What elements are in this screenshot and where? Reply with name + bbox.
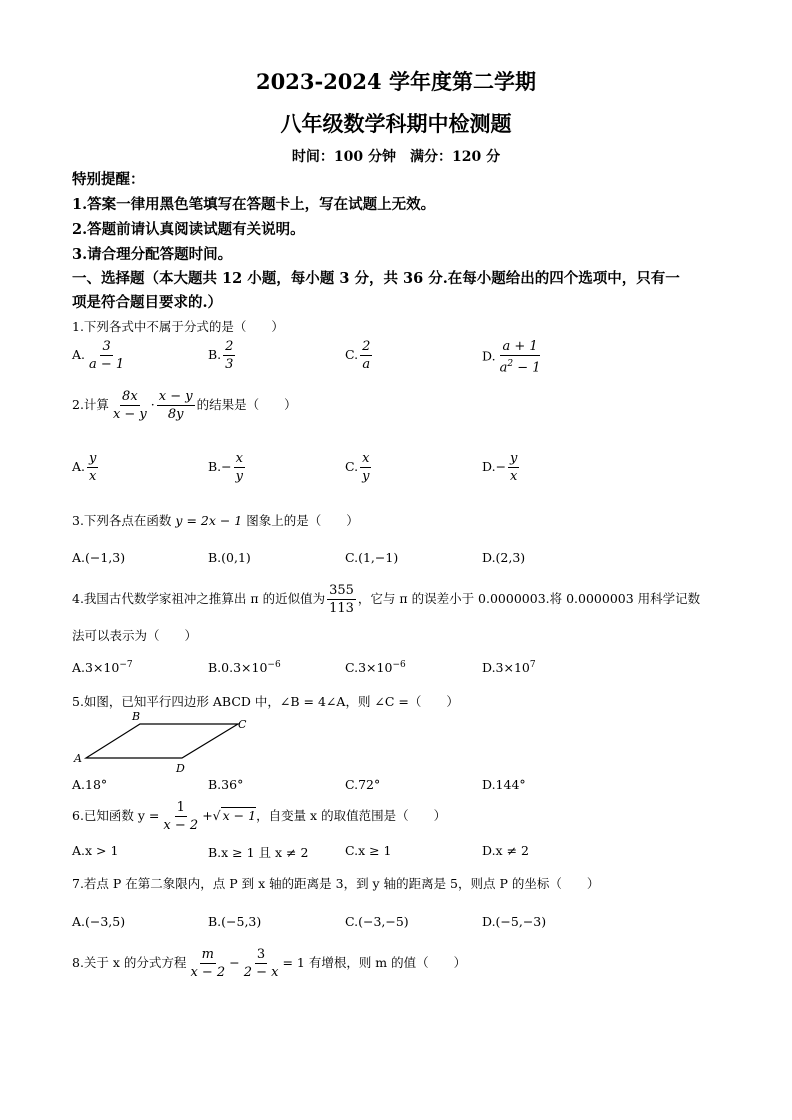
- q6-option-d[interactable]: D.x ≠ 2: [482, 843, 529, 858]
- question-7-stem: 7.若点 P 在第二象限内，点 P 到 x 轴的距离是 3，到 y 轴的距离是 5，则点 P 的坐标（ ）: [72, 876, 600, 891]
- q4-option-c[interactable]: $C.3\times 10^{-6}$: [345, 660, 406, 676]
- q2-option-a[interactable]: A. $\frac{y}{x}$: [72, 451, 97, 484]
- notice-heading: 特别提醒：: [72, 171, 145, 188]
- question-6-stem: 6.已知函数 y = $\frac{1}{x - 2}$ +√ x − 1，自变量 x 的取值范围是（ ）: [72, 800, 447, 833]
- q7-option-c[interactable]: C.(−3,−5): [345, 914, 409, 929]
- exam-title: 2023-2024 学年度第二学期: [256, 69, 536, 94]
- q6-option-c[interactable]: C.x ≥ 1: [345, 843, 392, 858]
- q5-option-d[interactable]: D.144°: [482, 777, 526, 792]
- q2-option-d[interactable]: D.− $\frac{y}{x}$: [482, 451, 518, 484]
- q2-option-c[interactable]: C. $\frac{x}{y}$: [345, 451, 370, 484]
- notice-item: 3.请合理分配答题时间。: [72, 246, 233, 263]
- q4-option-b[interactable]: $B.0.3\times 10^{-6}$: [208, 660, 281, 676]
- question-4-stem-cont: 法可以表示为（ ）: [72, 628, 198, 643]
- section-heading-cont: 项是符合题目要求的.）: [72, 294, 223, 311]
- q1-option-c[interactable]: C. $\frac{2}{a}$: [345, 339, 371, 372]
- exam-meta: 时间：100 分钟 满分：120 分: [291, 149, 501, 165]
- q7-option-a[interactable]: A.(−3,5): [72, 914, 126, 929]
- q6-option-b[interactable]: B.x ≥ 1 且 x ≠ 2: [208, 845, 309, 860]
- q1-option-b[interactable]: B. $\frac{2}{3}$: [208, 339, 234, 372]
- q3-option-d[interactable]: D.(2,3): [482, 550, 526, 565]
- q3-option-b[interactable]: B.(0,1): [208, 550, 251, 565]
- q1-option-a[interactable]: A. $\frac{3}{a - 1}$: [72, 339, 125, 372]
- q5-option-c[interactable]: C.72°: [345, 777, 381, 792]
- question-4-stem: 4.我国古代数学家祖冲之推算出 π 的近似值为 $\frac{355}{113}$ ，它与 π 的误差小于 0.0000003.将 0.0000003 用科学记数: [72, 583, 701, 616]
- question-5-stem: 5.如图，已知平行四边形 ABCD 中，∠B = 4∠A，则 ∠C =（ ）: [72, 694, 459, 709]
- q3-option-a[interactable]: A.(−1,3): [72, 550, 126, 565]
- q5-option-a[interactable]: A.18°: [72, 777, 108, 792]
- notice-item: 1.答案一律用黑色笔填写在答题卡上，写在试题上无效。: [72, 196, 436, 213]
- question-8-stem: 8.关于 x 的分式方程 $\frac{m}{x - 2}$ − $\frac{3}{2 - x}$ = 1 有增根，则 m 的值（ ）: [72, 947, 467, 980]
- q7-option-d[interactable]: D.(−5,−3): [482, 914, 547, 929]
- parallelogram-shape: [86, 724, 238, 758]
- q3-option-c[interactable]: C.(1,−1): [345, 550, 399, 565]
- q6-option-a[interactable]: A.x > 1: [72, 843, 119, 858]
- q5-option-b[interactable]: B.36°: [208, 777, 244, 792]
- question-1-stem: 1.下列各式中不属于分式的是（ ）: [72, 319, 284, 334]
- vertex-label-d: D: [176, 762, 185, 775]
- vertex-label-b: B: [132, 710, 141, 723]
- question-2-stem: 2.计算 $\frac{8x}{x - y}$ · $\frac{x - y}{8y}$ 的结果是（ ）: [72, 389, 297, 422]
- question-3-stem: 3.下列各点在函数 y = 2x − 1 图象上的是（ ）: [72, 513, 359, 528]
- exam-subtitle: 八年级数学科期中检测题: [280, 111, 512, 136]
- q4-option-a[interactable]: $A.3\times 10^{-7}$: [72, 660, 133, 676]
- q7-option-b[interactable]: B.(−5,3): [208, 914, 262, 929]
- notice-item: 2.答题前请认真阅读试题有关说明。: [72, 221, 305, 238]
- vertex-label-a: A: [74, 752, 82, 765]
- q1-option-d[interactable]: D. $\frac{a + 1}{a^2 - 1}$: [482, 339, 541, 376]
- q4-option-d[interactable]: $D.3\times 10^7$: [482, 660, 536, 676]
- section-heading: 一、选择题（本大题共 12 小题，每小题 3 分，共 36 分.在每小题给出的四个选项中，只有一: [72, 270, 680, 287]
- vertex-label-c: C: [238, 718, 247, 731]
- q2-option-b[interactable]: B.− $\frac{x}{y}$: [208, 451, 244, 484]
- parallelogram-figure: [70, 710, 260, 776]
